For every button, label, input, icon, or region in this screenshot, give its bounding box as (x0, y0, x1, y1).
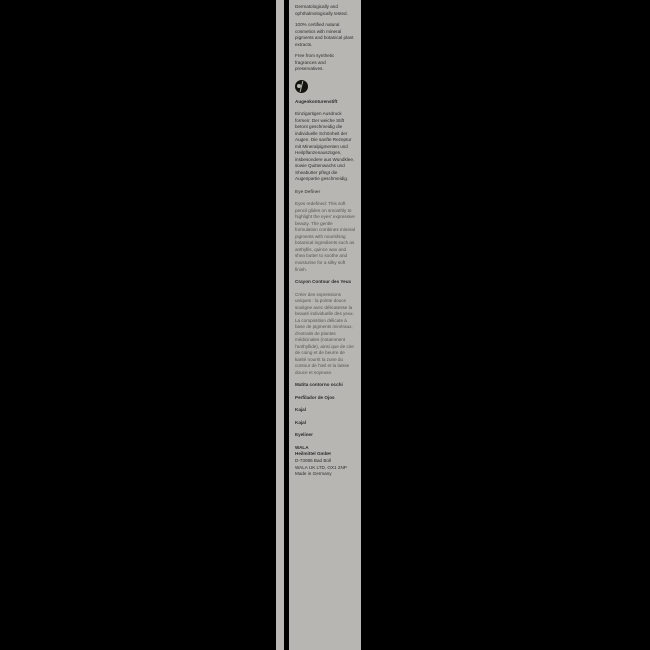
package-edge-strip (276, 0, 284, 650)
section-en-body: Eyes redefined: This soft pencil glides on smoothly to highlight the eyes' expressive beauty. The gentle formulation combines mineral pigments with nourishing botanical ingredients such as anthyllis, quince wax and shea butter to soothe and moisturise for a silky soft finish. (295, 201, 355, 272)
product-name-kajal-2: Kajal (295, 419, 306, 425)
note-dermatological: Dermatologically and ophthalmologically tested. (295, 4, 348, 16)
manufacturer-block (295, 445, 355, 478)
brand-logo-wrap (295, 80, 355, 93)
section-fr (295, 279, 355, 376)
product-name-kajal-1: Kajal (295, 407, 306, 413)
section-de (295, 99, 355, 183)
manufacturer-origin: Made in Germany (295, 471, 332, 477)
product-name-eyeliner: Eyeliner (295, 432, 313, 438)
section-de-body: Einzigartigen Ausdruck formen: Der weiche Stift betont geschmeidig die individuelle Schönheit der Augen. Die sanfte Rezeptur mit Mineralpigmenten und Heilpflanzenauszügen, insbesondere aus Wundklee, sowie Quittenwachs und Sheabutter pflegt die Augenpartie geschmeidig. (295, 111, 355, 182)
section-en (295, 189, 355, 273)
product-name-es: Perfilador de Ojos (295, 394, 335, 400)
manufacturer-address-de: D-73085 Bad Boll (295, 458, 332, 464)
manufacturer-address-uk: WALA UK LTD, OX1 2NP (295, 464, 347, 470)
section-fr-body: Créer des expressions uniques : la pointe douce souligne avec délicatesse la beauté individuelle des yeux. La composition délicate à base de pigments minéraux, d'extraits de plantes médicinales (notamment l'anthyllide), ainsi que de cire de coing et de beurre de karité nourrit la zone du contour de l'œil et la laisse douce et soyeuse. (295, 291, 354, 375)
wala-circle-logo-icon (295, 80, 308, 93)
package-label-panel (289, 0, 361, 650)
section-fr-heading: Crayon Contour des Yeux (295, 279, 352, 285)
section-en-heading: Eye Definer (295, 188, 321, 194)
section-de-heading: Augenkonturenstift (295, 98, 338, 104)
note-natural-cosmetics: 100% certified natural cosmetics with mineral pigments and botanical plant extracts. (295, 22, 354, 47)
note-free-from: Free from synthetic fragrances and preservatives. (295, 53, 335, 72)
manufacturer-legal: Heilmittel GmbH (295, 451, 331, 457)
manufacturer-name: WALA (295, 444, 309, 450)
product-name-it: Matita contorno occhi (295, 382, 343, 388)
